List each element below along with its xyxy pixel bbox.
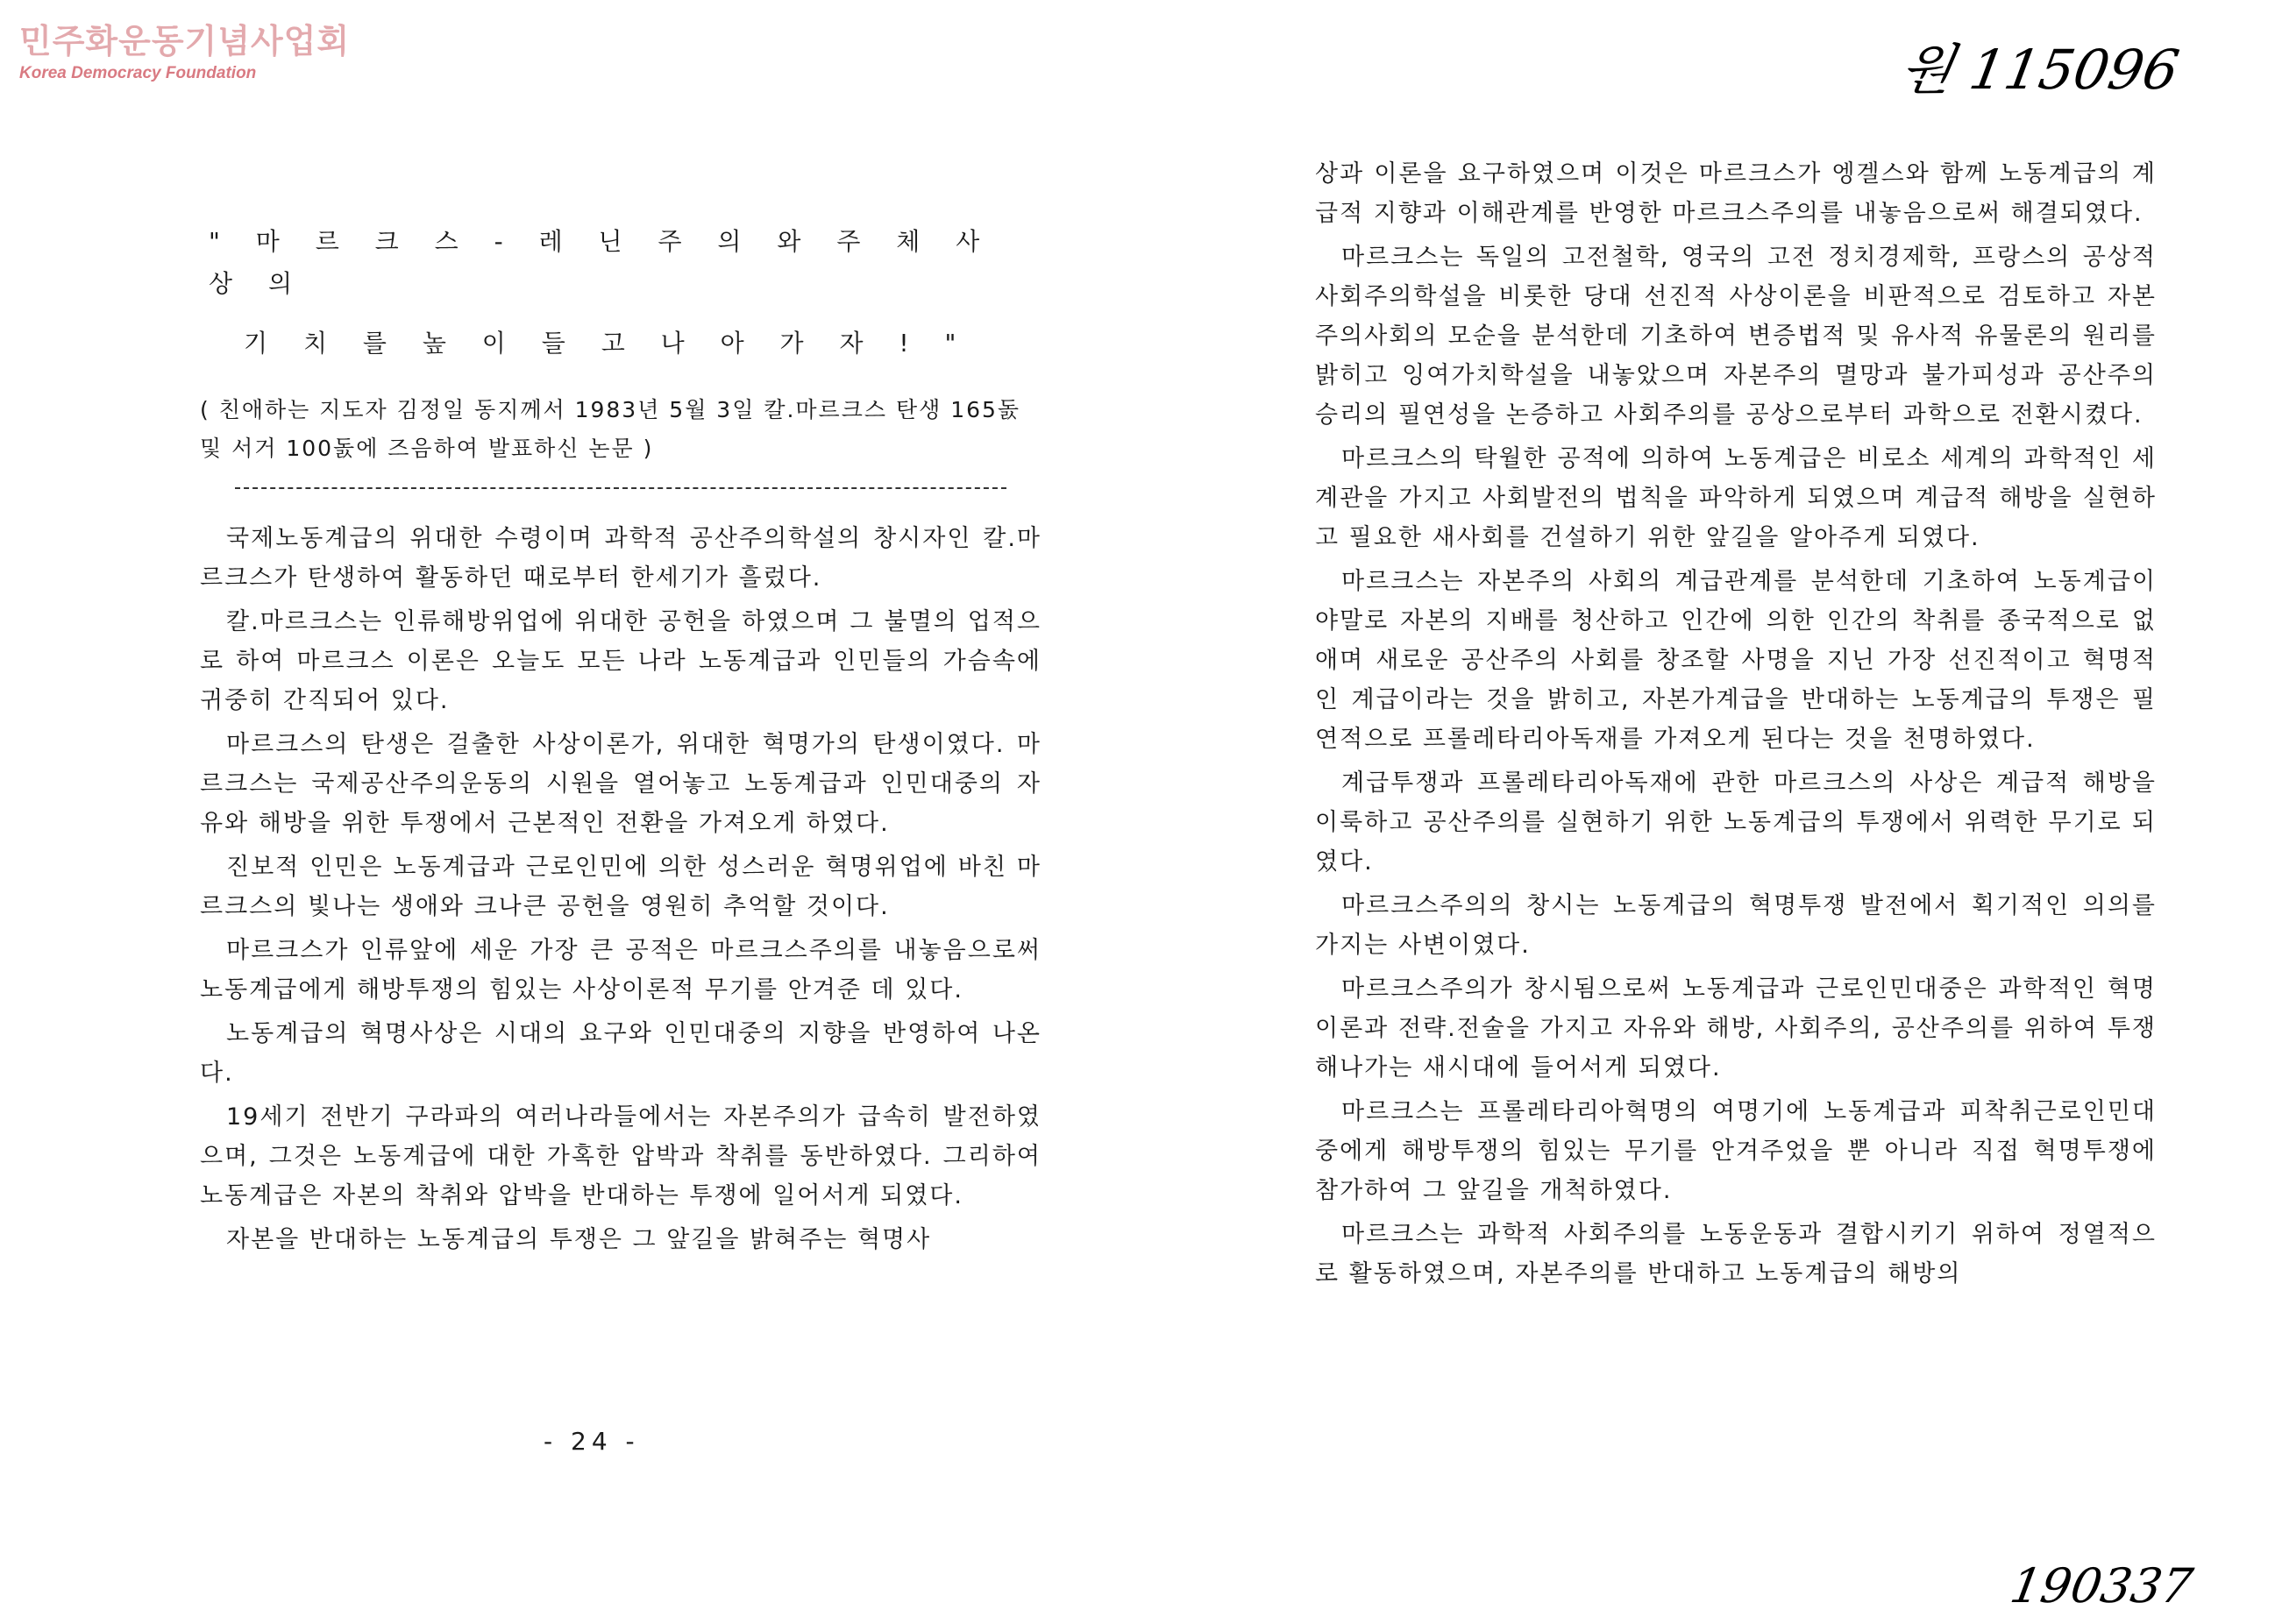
handwritten-archive-number: 원 115096 (1895, 38, 2184, 102)
paragraph: 마르크스는 독일의 고전철학, 영국의 고전 정치경제학, 프랑스의 공상적 사회주의학설을 비롯한 당대 선진적 사상이론을 비판적으로 검토하고 자본주의사회의 모순을 분석한데 기초하여 변증법적 및 유사적 유물론의 원리를 밝히고 잉여가치학설을 내놓았으며 자본주의 멸망과 불가피성과 공산주의 승리의 필연성을 논증하고 사회주의를 공상으로부터 과학으로 전환시켰다. (1315, 244, 2157, 429)
paragraph: 마르크스는 프롤레타리아혁명의 여명기에 노동계급과 피착취근로인민대중에게 해방투쟁의 힘있는 무기를 안겨주었을 뿐 아니라 직접 혁명투쟁에 참가하여 그 앞길을 개척하였다. (1315, 1098, 2157, 1204)
paragraph: 계급투쟁과 프롤레타리아독재에 관한 마르크스의 사상은 계급적 해방을 이룩하고 공산주의를 실현하기 위한 노동계급의 투쟁에서 위력한 무기로 되였다. (1315, 769, 2157, 876)
paragraph: 마르크스는 과학적 사회주의를 노동운동과 결합시키기 위하여 정열적으로 활동하였으며, 자본주의를 반대하고 노동계급의 해방의 (1315, 1221, 2157, 1287)
paragraph: 19세기 전반기 구라파의 여러나라들에서는 자본주의가 급속히 발전하였으며, 그것은 노동계급에 대한 가혹한 압박과 착취를 동반하였다. 그리하여 노동계급은 자본의 착취와 압박을 반대하는 투쟁에 일어서게 되였다. (200, 1103, 1042, 1209)
paragraph: 마르크스의 탁월한 공적에 의하여 노동계급은 비로소 세계의 과학적인 세계관을 가지고 사회발전의 법칙을 파악하게 되였으며 계급적 해방을 실현하고 필요한 새사회를 건설하기 위한 앞길을 알아주게 되였다. (1315, 445, 2157, 551)
paragraph: 마르크스의 탄생은 걸출한 사상이론가, 위대한 혁명가의 탄생이였다. 마르크스는 국제공산주의운동의 시원을 열어놓고 노동계급과 인민대중의 자유와 해방을 위한 투쟁에서 근본적인 전환을 가져오게 하였다. (200, 731, 1042, 837)
article-title-line2: 기 치 를 높 이 들 고 나 아 가 자 ! " (244, 329, 970, 358)
article-title-line1: " 마 르 크 스 - 레 닌 주 의 와 주 체 사 상 의 (209, 227, 994, 298)
article-subtitle: ( 친애하는 지도자 김정일 동지께서 1983년 5월 3일 칼.마르크스 탄생 165돐 및 서거 100돐에 즈음하여 발표하신 논문 ) (200, 397, 1021, 461)
watermark-english: Korea Democracy Foundation (19, 64, 257, 82)
left-page (200, 221, 1042, 1264)
paragraph: 국제노동계급의 위대한 수령이며 과학적 공산주의학설의 창시자인 칼.마르크스가 탄생하여 활동하던 때로부터 한세기가 흘렀다. (200, 525, 1042, 592)
handwritten-document-number: 190337 (2006, 1558, 2197, 1613)
watermark-korean: 민주화운동기념사업회 (19, 22, 351, 60)
paragraph: 진보적 인민은 노동계급과 근로인민에 의한 성스러운 혁명위업에 바친 마르크스의 빛나는 생애와 크나큰 공헌을 영원히 추억할 것이다. (200, 854, 1042, 920)
dashed-divider (235, 487, 1006, 493)
paragraph: 마르크스주의가 창시됨으로써 노동계급과 근로인민대중은 과학적인 혁명이론과 전략.전술을 가지고 자유와 해방, 사회주의, 공산주의를 위하여 투쟁해나가는 새시대에 들어서게 되였다. (1315, 975, 2157, 1081)
paragraph: 마르크스주의의 창시는 노동계급의 혁명투쟁 발전에서 획기적인 의의를 가지는 사변이였다. (1315, 892, 2157, 959)
paragraph: 노동계급의 혁명사상은 시대의 요구와 인민대중의 지향을 반영하여 나온다. (200, 1020, 1042, 1087)
page-number: - 24 - (544, 1427, 640, 1456)
paragraph: 상과 이론을 요구하였으며 이것은 마르크스가 엥겔스와 함께 노동계급의 계급적 지향과 이해관계를 반영한 마르크스주의를 내놓음으로써 해결되였다. (1315, 160, 2157, 227)
paragraph: 칼.마르크스는 인류해방위업에 위대한 공헌을 하였으며 그 불멸의 업적으로 하여 마르크스 이론은 오늘도 모든 나라 노동계급과 인민들의 가슴속에 귀중히 간직되어 있다. (200, 608, 1042, 714)
paragraph: 마르크스는 자본주의 사회의 계급관계를 분석한데 기초하여 노동계급이야말로 자본의 지배를 청산하고 인간에 의한 인간의 착취를 종국적으로 없애며 새로운 공산주의 사회를 창조할 사명을 지닌 가장 선진적이고 혁명적인 계급이라는 것을 밝히고, 자본가계급을 반대하는 노동계급의 투쟁은 필연적으로 프롤레타리아독재를 가져오게 된다는 것을 천명하였다. (1315, 568, 2157, 753)
paragraph: 자본을 반대하는 노동계급의 투쟁은 그 앞길을 밝혀주는 혁명사 (226, 1226, 932, 1253)
right-page (1315, 154, 2157, 1298)
paragraph: 마르크스가 인류앞에 세운 가장 큰 공적은 마르크스주의를 내놓음으로써 노동계급에게 해방투쟁의 힘있는 사상이론적 무기를 안겨준 데 있다. (200, 937, 1042, 1003)
watermark (19, 14, 350, 83)
